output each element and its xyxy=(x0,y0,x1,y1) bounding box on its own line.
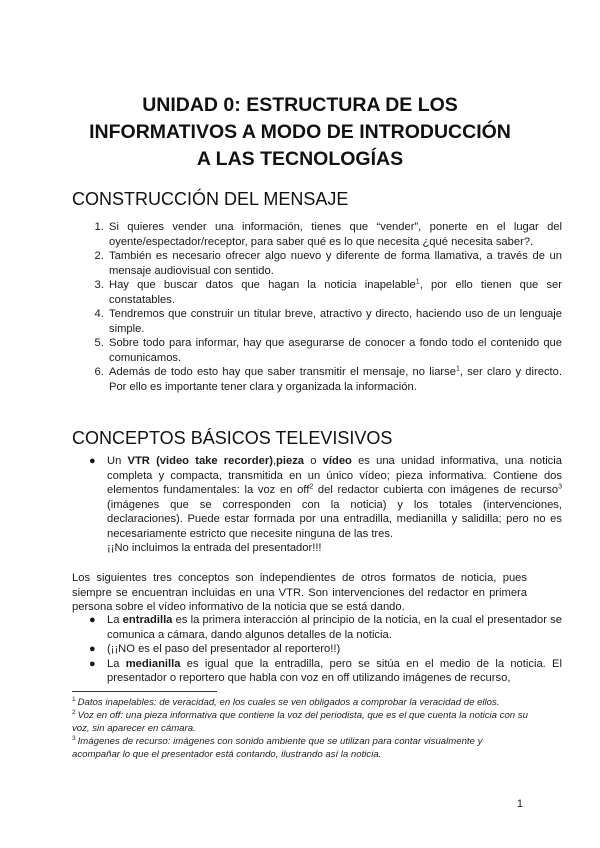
footnote-1 xyxy=(72,696,532,709)
term-entradilla: entradilla xyxy=(122,614,173,626)
list-item xyxy=(107,365,562,394)
conceptos-bullet-list xyxy=(72,454,562,556)
title-line-3: A LAS TECNOLOGÍAS xyxy=(196,148,404,170)
footnote-divider xyxy=(72,691,217,692)
section-heading-construccion: CONSTRUCCIÓN DEL MENSAJE xyxy=(72,189,349,209)
footnote-ref[interactable]: 1 xyxy=(455,365,460,373)
text-run: es igual que la entradilla, pero se sitúa en el medio de la noticia. El presentador o reportero que habla con voz en off utilizando imágenes de recurso, xyxy=(107,657,562,684)
list-item-text: También es necesario ofrecer algo nuevo y diferente de forma llamativa, a través de un mensaje audiovisual con sentido. xyxy=(109,250,562,277)
list-item-text: , por ello tienen que ser constatables. xyxy=(109,279,562,306)
interventions-bullet-list xyxy=(72,613,562,686)
conceptos-paragraph: Los siguientes tres conceptos son independientes de otros formatos de noticia, pues siempre se encuentran incluidas en una VTR. Son intervenciones del redactor en primera persona sobre el vídeo informativo de la noticia que se está dando. xyxy=(72,572,527,613)
text-run: del redactor cubierta con imágenes de recurso xyxy=(313,484,559,496)
construccion-list xyxy=(72,220,562,394)
list-item xyxy=(89,657,562,686)
list-item-text: Si quieres vender una información, tienes que “vender”, ponerte en el lugar del oyente/espectador/receptor, para saber qué es lo que necesita ¿qué necesita saber?. xyxy=(109,221,562,248)
term-medianilla: medianilla xyxy=(125,657,181,670)
bullet-dot-icon: ● xyxy=(89,455,96,467)
footnote-ref[interactable]: 2 xyxy=(309,483,314,491)
title-line-2: INFORMATIVOS A MODO DE INTRODUCCIÓN xyxy=(89,121,511,143)
term-vtr: VTR (video take recorder) xyxy=(127,455,273,467)
list-item-text: Además de todo esto hay que saber transmitir el mensaje, no liarse xyxy=(109,366,456,378)
list-item xyxy=(107,220,562,249)
term-video: vídeo xyxy=(322,455,352,467)
list-item-text: Tendremos que construir un titular breve, atractivo y directo, haciendo uso de un lenguaje simple. xyxy=(109,308,562,335)
footnote-3 xyxy=(72,735,532,761)
list-item-text: , ser claro y directo. Por ello es importante tener clara y organizada la información. xyxy=(109,366,562,393)
list-item xyxy=(107,307,562,336)
section-heading-conceptos: CONCEPTOS BÁSICOS TELEVISIVOS xyxy=(72,428,393,448)
list-item xyxy=(107,278,562,307)
bullet-dot-icon: ● xyxy=(89,643,96,655)
list-item xyxy=(107,249,562,278)
footnotes xyxy=(72,696,532,761)
text-run: (¡¡NO es el paso del presentador al reportero!!) xyxy=(107,643,341,655)
text-run: , xyxy=(272,455,277,467)
bullet-dot-icon: ● xyxy=(89,657,96,670)
footnote-text: Imágenes de recurso: imágenes con sonido ambiente que se utilizan para contar visualmente y acompañar lo que el presentador está contando, ilustrando así la noticia. xyxy=(72,736,483,760)
text-run: es una unidad informativa, una noticia completa y compacta, transmitida en un único vídeo; pieza informativa. Contiene dos elementos fundamentales: la voz en off xyxy=(107,455,562,496)
footnote-number: 1 xyxy=(72,695,76,703)
text-run: es la primera interacción al principio de la noticia, en la cual el presentador se comunica a cámara, dando algunos detalles de la noticia. xyxy=(107,614,562,641)
footnote-number: 2 xyxy=(72,708,76,716)
footnote-ref[interactable]: 3 xyxy=(558,483,562,491)
list-item xyxy=(89,454,562,556)
footnote-number: 3 xyxy=(72,734,76,742)
list-item-text: Sobre todo para informar, hay que asegurarse de conocer a fondo todo el contenido que comunicamos. xyxy=(109,337,562,364)
title-line-1: UNIDAD 0: ESTRUCTURA DE LOS xyxy=(142,94,458,116)
document-title xyxy=(60,92,540,173)
list-item xyxy=(107,336,562,365)
term-pieza: pieza xyxy=(276,455,305,467)
footnote-text: Datos inapelables: de veracidad, en los cuales se ven obligados a comprobar la veracidad de ellos. xyxy=(77,697,500,708)
list-item xyxy=(89,613,562,642)
footnote-2 xyxy=(72,709,532,735)
list-item xyxy=(89,642,562,657)
text-run: o xyxy=(304,455,323,467)
page-number: 1 xyxy=(516,798,523,810)
text-run: (imágenes que se corresponden con la noticia) y los totales (intervenciones, declaraciones). Puede estar formada por una entradilla, medianilla y salidilla; pero no es necesariamente estricto que necesite ninguna de las tres. xyxy=(107,498,562,540)
bullet-dot-icon: ● xyxy=(89,614,96,626)
footnote-ref[interactable]: 1 xyxy=(415,278,420,286)
text-run: La xyxy=(107,614,123,626)
note-presentador: ¡¡No incluimos la entrada del presentador!!! xyxy=(107,542,322,554)
list-item-text: Hay que buscar datos que hagan la noticia inapelable xyxy=(109,279,416,291)
footnote-text: Voz en off: una pieza informativa que contiene la voz del periodista, que es el que cuenta la noticia con su voz, sin aparecer en cámara. xyxy=(72,710,528,734)
text-run: Un xyxy=(107,455,128,467)
text-run: La xyxy=(107,657,126,670)
